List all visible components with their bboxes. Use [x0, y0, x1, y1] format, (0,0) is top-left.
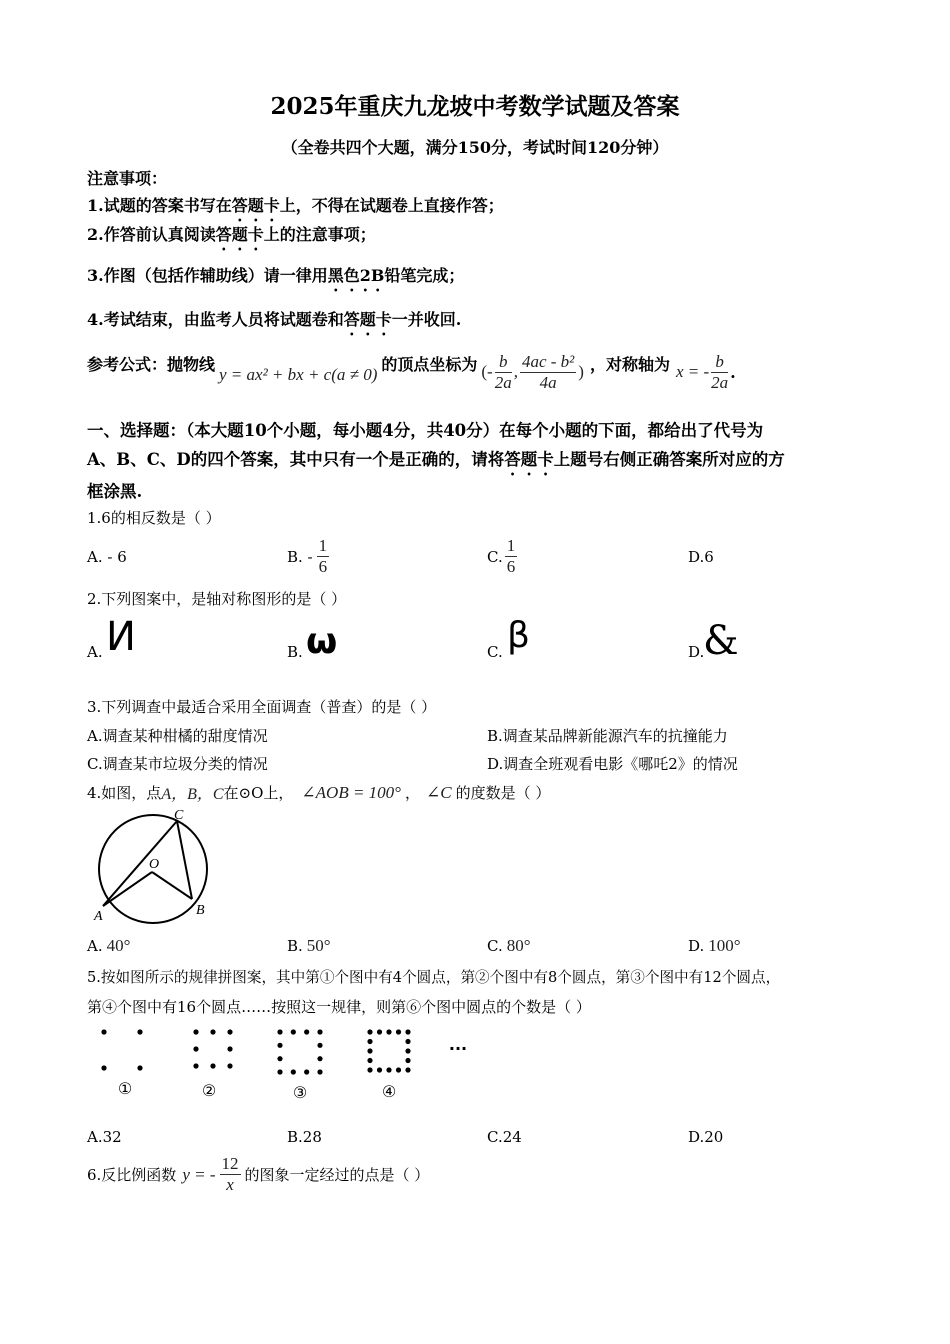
q5-option-a: A.32 [87, 1128, 122, 1146]
pattern-dot-fig3 [317, 1069, 322, 1074]
pattern-dot-fig1 [137, 1065, 142, 1070]
section1-line3: 框涂黑. [87, 482, 143, 501]
q3-option-b: B.调查某品牌新能源汽车的抗撞能力 [487, 727, 728, 745]
q5-line1: 5.按如图所示的规律拼图案，其中第①个图中有4个圆点，第②个图中有8个圆点，第③个图中有12个圆点， [87, 969, 781, 986]
pattern-dot-fig4 [386, 1067, 391, 1072]
note-3: 3.作图（包括作辅助线）请一律用黑色2B铅笔完成； [87, 266, 465, 285]
pattern-dot-fig2 [193, 1029, 198, 1034]
pattern-dot-fig4 [405, 1048, 410, 1053]
q4-option-d: D. 100° [688, 936, 741, 955]
pattern-dot-fig4 [405, 1029, 410, 1034]
pattern-dot-fig3 [317, 1029, 322, 1034]
section1-line2: A、B、C、D的四个答案，其中只有一个是正确的，请将答题卡上题号右侧正确答案所对应的方 [87, 450, 785, 469]
q3-option-c: C.调查某市垃圾分类的情况 [87, 755, 268, 773]
q1-option-b: B. - $\frac{1}{6}$ [287, 536, 328, 576]
pattern-dot-fig4 [367, 1067, 372, 1072]
q4-option-a: A. 40° [87, 936, 131, 955]
pattern-dot-fig3 [277, 1043, 282, 1048]
pattern-dot-fig3 [277, 1056, 282, 1061]
pattern-dot-fig3 [304, 1029, 309, 1034]
q4-stem: 4.如图，点 A，B，C 在⊙O上， ∠AOB = 100° ， ∠C 的度数是（ ） [87, 782, 551, 803]
pattern-dot-fig3 [304, 1069, 309, 1074]
pattern-dot-fig4 [367, 1048, 372, 1053]
pattern-dot-fig3 [317, 1056, 322, 1061]
pattern-dot-fig3 [277, 1029, 282, 1034]
pattern-dot-fig4 [367, 1039, 372, 1044]
pattern-dot-fig1 [101, 1029, 106, 1034]
note-2: 2.作答前认真阅读答题卡上的注意事项； [87, 225, 376, 244]
fig-label-4: ④ [381, 1082, 397, 1101]
notes-heading: 注意事项： [87, 169, 168, 188]
dot-pattern-groups [101, 1029, 410, 1074]
q1-option-a: A. - 6 [87, 548, 127, 566]
pattern-dot-fig3 [317, 1043, 322, 1048]
segment-ac [103, 821, 177, 906]
reference-formula: 参考公式：抛物线 y = ax² + bx + c(a ≠ 0) 的顶点坐标为 (- $\frac{b}{2a}$ , $\frac{\text{4ac - b²}}{4a}$ ) ，对称轴为 x = - $\frac{b}{2a}$ . [87, 351, 736, 392]
q1-stem: 1.6的相反数是（ ） [87, 509, 221, 527]
circle-figure [92, 806, 222, 934]
q2-option-a-glyph: И [106, 614, 136, 660]
note-1: 1.试题的答案书写在答题卡上，不得在试题卷上直接作答； [87, 196, 504, 215]
q3-option-d: D.调查全班观看电影《哪吒2》的情况 [487, 755, 738, 773]
fig-label-3: ③ [292, 1083, 308, 1102]
pattern-dot-fig3 [291, 1029, 296, 1034]
q4-option-b: B. 50° [287, 936, 331, 955]
q2-option-b-glyph: ω [306, 621, 338, 662]
q5-option-c: C.24 [487, 1128, 522, 1146]
pattern-dot-fig3 [291, 1069, 296, 1074]
pattern-dot-fig2 [227, 1029, 232, 1034]
q5-option-b: B.28 [287, 1128, 322, 1146]
pattern-dot-fig4 [386, 1029, 391, 1034]
q2-option-a-label: A. [87, 643, 103, 661]
q5-line2: 第④个图中有16个圆点……按照这一规律，则第⑥个图中圆点的个数是（ ） [87, 998, 591, 1016]
pattern-dot-fig4 [367, 1029, 372, 1034]
q5-option-d: D.20 [688, 1128, 724, 1146]
pattern-dot-fig4 [396, 1029, 401, 1034]
note-4: 4.考试结束，由监考人员将试题卷和答题卡一并收回. [87, 310, 462, 329]
fig-label-2: ② [201, 1081, 217, 1100]
q6-stem: 6.反比例函数 y = - $\frac{12}{x}$ 的图象一定经过的点是（ ） [87, 1154, 430, 1194]
q2-option-c-glyph: β [507, 615, 530, 656]
label-b: B [196, 903, 205, 918]
q2-option-d-label: D. [688, 643, 705, 661]
pattern-dot-fig4 [377, 1029, 382, 1034]
q2-option-b-label: B. [287, 643, 303, 661]
q3-option-a: A.调查某种柑橘的甜度情况 [87, 727, 268, 745]
pattern-dot-fig1 [101, 1065, 106, 1070]
label-o: O [149, 857, 160, 872]
q1-option-d: D.6 [688, 548, 714, 566]
pattern-dot-fig4 [405, 1067, 410, 1072]
section1-line1: 一、选择题：（本大题10个小题，每小题4分，共40分）在每个小题的下面，都给出了代号为 [87, 421, 764, 440]
dot-pattern-figure [92, 1022, 492, 1106]
segment-ob [152, 872, 192, 899]
q1-option-c: C. $\frac{1}{6}$ [487, 536, 516, 576]
fig-label-1: ① [117, 1079, 133, 1098]
pattern-dot-fig4 [367, 1058, 372, 1063]
segment-bc [177, 821, 192, 899]
pattern-dot-fig2 [210, 1063, 215, 1068]
q2-option-c-label: C. [487, 643, 503, 661]
q2-stem: 2.下列图案中，是轴对称图形的是（ ） [87, 590, 347, 608]
pattern-dot-fig3 [277, 1069, 282, 1074]
pattern-dot-fig4 [405, 1039, 410, 1044]
pattern-dot-fig2 [193, 1063, 198, 1068]
label-a: A [94, 909, 103, 924]
pattern-ellipsis: ··· [448, 1039, 468, 1058]
label-c: C [174, 808, 184, 823]
pattern-dot-fig4 [396, 1067, 401, 1072]
pattern-dot-fig2 [193, 1046, 198, 1051]
q3-stem: 3.下列调查中最适合采用全面调查（普查）的是（ ） [87, 698, 437, 716]
pattern-dot-fig2 [210, 1029, 215, 1034]
pattern-dot-fig1 [137, 1029, 142, 1034]
q2-option-d-glyph: & [703, 618, 739, 664]
page-title: 2025年重庆九龙坡中考数学试题及答案 [270, 93, 680, 120]
pattern-dot-fig2 [227, 1046, 232, 1051]
pattern-dot-fig4 [377, 1067, 382, 1072]
pattern-dot-fig4 [405, 1058, 410, 1063]
q4-option-c: C. 80° [487, 936, 531, 955]
pattern-dot-fig2 [227, 1063, 232, 1068]
page-subtitle: （全卷共四个大题，满分150分，考试时间120分钟） [281, 138, 669, 157]
